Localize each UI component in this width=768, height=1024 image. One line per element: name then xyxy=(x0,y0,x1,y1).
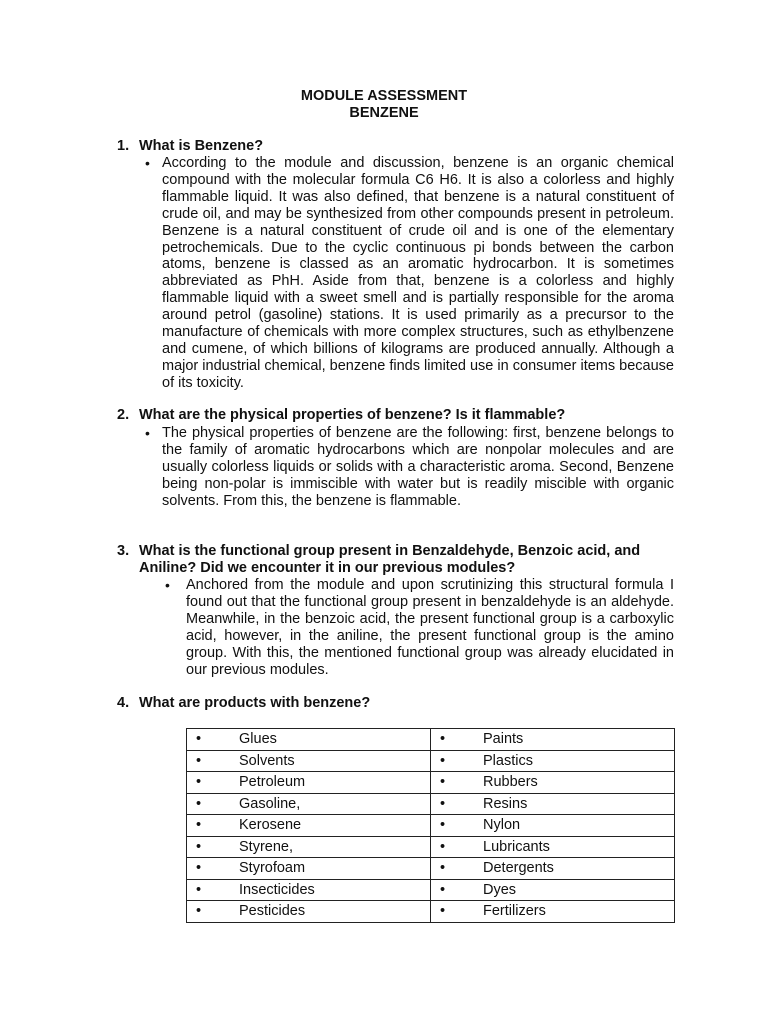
table-cell xyxy=(187,750,431,772)
bullet-icon: • xyxy=(440,752,446,769)
table-row xyxy=(187,772,675,794)
question-text: What are products with benzene? xyxy=(139,695,371,711)
bullet-icon: • xyxy=(145,425,150,441)
bullet-icon: • xyxy=(196,838,202,855)
answer-text: Anchored from the module and upon scrutinizing this structural formula I found out that the functional group present in benzaldehyde is an aldehyde. Meanwhile, in the benzoic acid, the present functional group is a carboxylic acid, however, in the aniline, the present functional group is the amino group. With this, the mentioned functional group was already elucidated in our previous modules. xyxy=(186,577,674,678)
table-cell xyxy=(431,750,675,772)
product-name: Solvents xyxy=(239,752,295,769)
product-item xyxy=(431,880,674,900)
table-cell xyxy=(187,793,431,815)
answer-3 xyxy=(165,577,674,678)
question-number: 4. xyxy=(117,695,130,711)
product-name: Kerosene xyxy=(239,817,302,834)
product-name: Glues xyxy=(239,731,277,748)
product-item xyxy=(187,901,430,921)
table-row xyxy=(187,815,675,837)
table-row xyxy=(187,793,675,815)
product-name: Dyes xyxy=(483,881,517,898)
question-text: What is Benzene? xyxy=(139,138,264,154)
document-subtitle: BENZENE xyxy=(349,105,419,121)
bullet-icon: • xyxy=(196,795,202,812)
product-item xyxy=(431,837,674,857)
product-name: Insecticides xyxy=(239,881,315,898)
question-number: 3. xyxy=(117,543,130,559)
question-number: 1. xyxy=(117,138,130,154)
bullet-icon: • xyxy=(196,774,202,791)
product-item xyxy=(431,772,674,792)
bullet-icon: • xyxy=(440,838,446,855)
table-cell xyxy=(187,729,431,751)
product-item xyxy=(187,837,430,857)
product-name: Styrene, xyxy=(239,838,293,855)
product-name: Rubbers xyxy=(483,774,538,791)
product-name: Styrofoam xyxy=(239,860,306,877)
product-name: Detergents xyxy=(483,860,554,877)
table-row xyxy=(187,879,675,901)
table-row xyxy=(187,836,675,858)
bullet-icon: • xyxy=(440,731,446,748)
table-cell xyxy=(431,901,675,923)
bullet-icon: • xyxy=(440,860,446,877)
product-item xyxy=(187,880,430,900)
product-name: Plastics xyxy=(483,752,533,769)
table-row xyxy=(187,858,675,880)
product-item xyxy=(431,794,674,814)
product-item xyxy=(187,794,430,814)
answer-2 xyxy=(145,425,674,510)
product-item xyxy=(187,772,430,792)
table-cell xyxy=(431,772,675,794)
product-item xyxy=(431,858,674,878)
table-row xyxy=(187,729,675,751)
table-cell xyxy=(431,858,675,880)
product-item xyxy=(187,729,430,749)
question-text: What is the functional group present in Benzaldehyde, Benzoic acid, and Aniline? Did we encounter it in our previous modules? xyxy=(139,543,641,576)
product-name: Pesticides xyxy=(239,903,306,920)
table-cell xyxy=(187,879,431,901)
product-name: Fertilizers xyxy=(483,903,546,920)
table-cell xyxy=(187,858,431,880)
table-cell xyxy=(431,879,675,901)
products-table-body xyxy=(187,729,675,923)
bullet-icon: • xyxy=(440,774,446,791)
bullet-icon: • xyxy=(165,577,170,593)
table-cell xyxy=(187,815,431,837)
bullet-icon: • xyxy=(196,903,202,920)
bullet-icon: • xyxy=(440,817,446,834)
table-cell xyxy=(187,772,431,794)
product-name: Nylon xyxy=(483,817,521,834)
table-row xyxy=(187,750,675,772)
bullet-icon: • xyxy=(440,881,446,898)
bullet-icon: • xyxy=(145,155,150,171)
table-cell xyxy=(431,729,675,751)
product-name: Lubricants xyxy=(483,838,550,855)
table-cell xyxy=(187,901,431,923)
product-item xyxy=(187,858,430,878)
question-number: 2. xyxy=(117,407,130,423)
question-4 xyxy=(117,695,677,712)
table-row xyxy=(187,901,675,923)
question-text: What are the physical properties of benzene? Is it flammable? xyxy=(139,407,566,423)
bullet-icon: • xyxy=(196,817,202,834)
bullet-icon: • xyxy=(440,903,446,920)
bullet-icon: • xyxy=(196,752,202,769)
product-item xyxy=(431,901,674,921)
answer-text: According to the module and discussion, benzene is an organic chemical compound with the molecular formula C6 H6. It is also a colorless and highly flammable liquid. It was also defined, that benzene is a natural constituent of crude oil, and may be synthesized from other compounds present in petroleum. Benzene is a natural constituent of crude oil and is one of the elementary petrochemicals. Due to the cyclic continuous pi bonds between the carbon atoms, benzene is classed as an aromatic hydrocarbon. It is sometimes abbreviated as PhH. Aside from that, benzene is a colorless and highly flammable liquid with a sweet smell and is partially responsible for the aroma around petrol (gasoline) stations. It is used primarily as a precursor to the manufacture of chemicals with more complex structures, such as ethylbenzene and cumene, of which billions of kilograms are produced annually. Although a major industrial chemical, benzene finds limited use in consumer items because of its toxicity. xyxy=(162,155,674,391)
product-item xyxy=(187,815,430,835)
table-cell xyxy=(431,815,675,837)
product-name: Resins xyxy=(483,795,528,812)
table-cell xyxy=(431,836,675,858)
document-title: MODULE ASSESSMENT xyxy=(300,88,468,104)
product-item xyxy=(431,815,674,835)
bullet-icon: • xyxy=(440,795,446,812)
question-1 xyxy=(117,138,677,155)
product-name: Gasoline, xyxy=(239,795,301,812)
product-item xyxy=(187,751,430,771)
bullet-icon: • xyxy=(196,731,202,748)
products-table xyxy=(186,728,675,923)
bullet-icon: • xyxy=(196,860,202,877)
answer-text: The physical properties of benzene are the following: first, benzene belongs to the family of aromatic hydrocarbons which are nonpolar molecules and are usually colorless liquids or solids with a characteristic aroma. Second, Benzene being non-polar is immiscible with water but is readily miscible with organic solvents. From this, the benzene is flammable. xyxy=(162,425,674,509)
product-name: Paints xyxy=(483,731,524,748)
product-name: Petroleum xyxy=(239,774,306,791)
product-item xyxy=(431,729,674,749)
table-cell xyxy=(431,793,675,815)
product-item xyxy=(431,751,674,771)
question-3 xyxy=(117,543,677,577)
table-cell xyxy=(187,836,431,858)
answer-1 xyxy=(145,155,674,392)
bullet-icon: • xyxy=(196,881,202,898)
question-2 xyxy=(117,407,677,424)
